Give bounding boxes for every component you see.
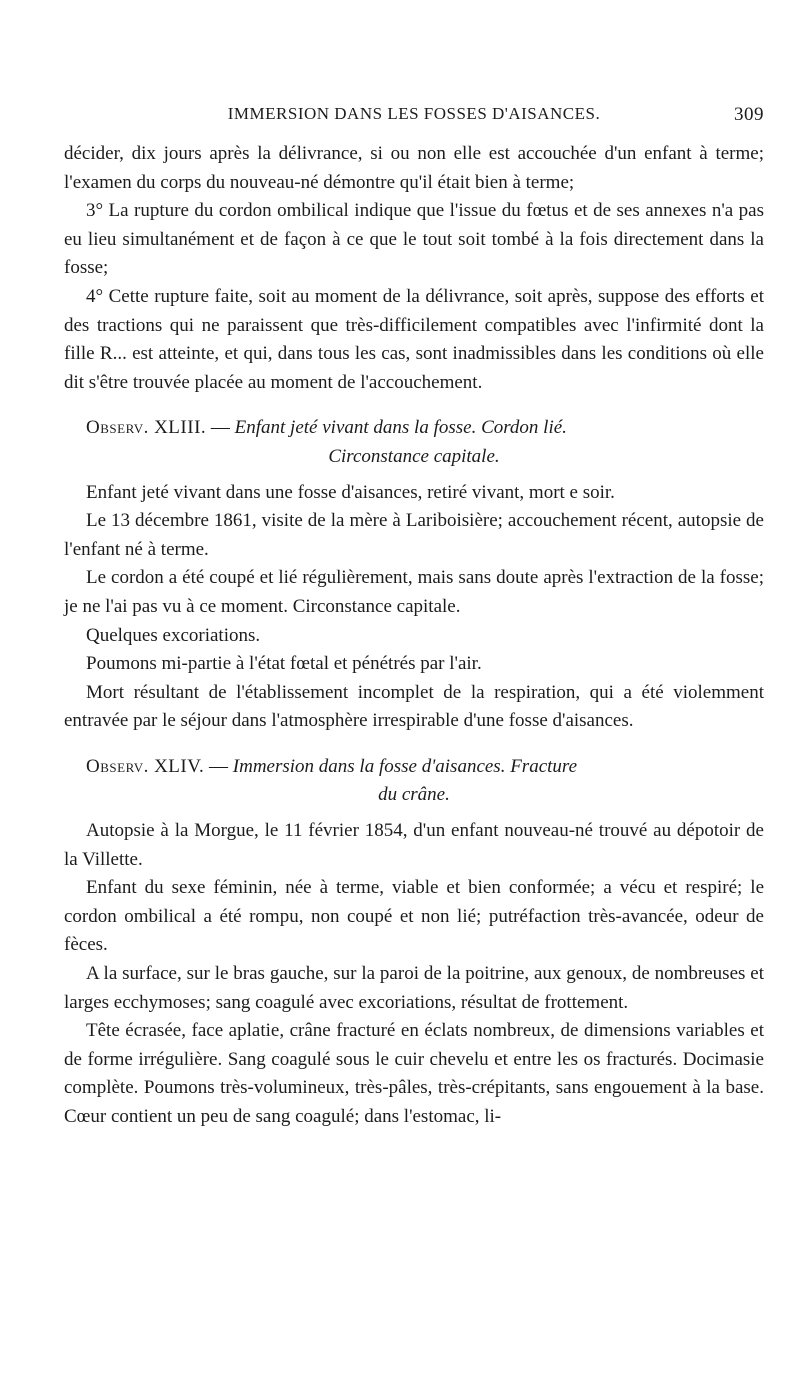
- paragraph-point-4: 4° Cette rupture faite, soit au moment de la délivrance, soit après, suppose des efforts et des tractions qui ne paraissent que très-difficilement compatibles avec l'infirmité dont la fille R... est atteinte, et qui, dans tous les cas, sont inadmissibles dans les conditions où elle dit s'être trouvée placée au moment de l'accouchement.: [64, 285, 764, 393]
- observation-44-subtitle: du crâne.: [378, 784, 450, 806]
- observation-43-paragraph: Enfant jeté vivant dans une fosse d'aisances, retiré vivant, mort e soir.: [86, 481, 615, 503]
- observation-43-paragraph: Poumons mi-partie à l'état fœtal et pénétrés par l'air.: [86, 653, 482, 675]
- observation-43-heading: [64, 414, 764, 443]
- observation-44-dash: —: [204, 755, 233, 777]
- observation-43-paragraph: Quelques excoriations.: [86, 624, 261, 646]
- observation-43-paragraph: Mort résultant de l'établissement incomplet de la respiration, qui a été violemment entravée par le séjour dans l'atmosphère irrespirable d'une fosse d'aisances.: [64, 681, 764, 732]
- observation-44-paragraph: Enfant du sexe féminin, née à terme, viable et bien conformée; a vécu et respiré; le cordon ombilical a été rompu, non coupé et non lié; putréfaction très-avancée, odeur de fèces.: [64, 877, 764, 956]
- observation-43-title: Enfant jeté vivant dans la fosse. Cordon lié.: [234, 417, 567, 439]
- running-header: [64, 104, 764, 128]
- observation-44-paragraph: Autopsie à la Morgue, le 11 février 1854, d'un enfant nouveau-né trouvé au dépotoir de la Villette.: [64, 820, 764, 870]
- observation-44-paragraph: A la surface, sur le bras gauche, sur la paroi de la poitrine, aux genoux, de nombreuses et larges ecchymoses; sang coagulé avec excoriations, résultat de frottement.: [64, 963, 764, 1013]
- observation-43-subtitle: Circonstance capitale.: [328, 445, 500, 467]
- observation-43-paragraph: Le 13 décembre 1861, visite de la mère à Lariboisière; accouchement récent, autopsie de l'enfant né à terme.: [64, 510, 764, 560]
- observation-43-paragraph: Le cordon a été coupé et lié régulièrement, mais sans doute après l'extraction de la fosse; je ne l'ai pas vu à ce moment. Circonstance capitale.: [64, 567, 764, 617]
- page-body: [64, 140, 764, 1132]
- observation-43-dash: —: [206, 417, 235, 439]
- observation-44-heading: [64, 753, 764, 782]
- running-title: IMMERSION DANS LES FOSSES D'AISANCES.: [227, 104, 601, 123]
- observation-43-label: Observ. XLIII.: [86, 417, 207, 439]
- observation-44-title: Immersion dans la fosse d'aisances. Fracture: [232, 755, 578, 777]
- page-number: 309: [734, 104, 764, 125]
- paragraph-continuation: décider, dix jours après la délivrance, si ou non elle est accouchée d'un enfant à terme; l'examen du corps du nouveau-né démontre qu'il était bien à terme;: [64, 143, 764, 193]
- observation-44-label: Observ. XLIV.: [86, 755, 205, 777]
- paragraph-point-3: 3° La rupture du cordon ombilical indique que l'issue du fœtus et de ses annexes n'a pas eu lieu simultanément et de façon à ce que le tout soit tombé à la fois directement dans la fosse;: [64, 200, 764, 279]
- observation-44-paragraph: Tête écrasée, face aplatie, crâne fracturé en éclats nombreux, de dimensions variables et de forme irrégulière. Sang coagulé sous le cuir chevelu et entre les os fracturés. Docimasie complète. Poumons très-volumineux, très-pâles, très-crépitants, sans engouement à la base. Cœur contient un peu de sang coagulé; dans l'estomac, li-: [64, 1020, 764, 1127]
